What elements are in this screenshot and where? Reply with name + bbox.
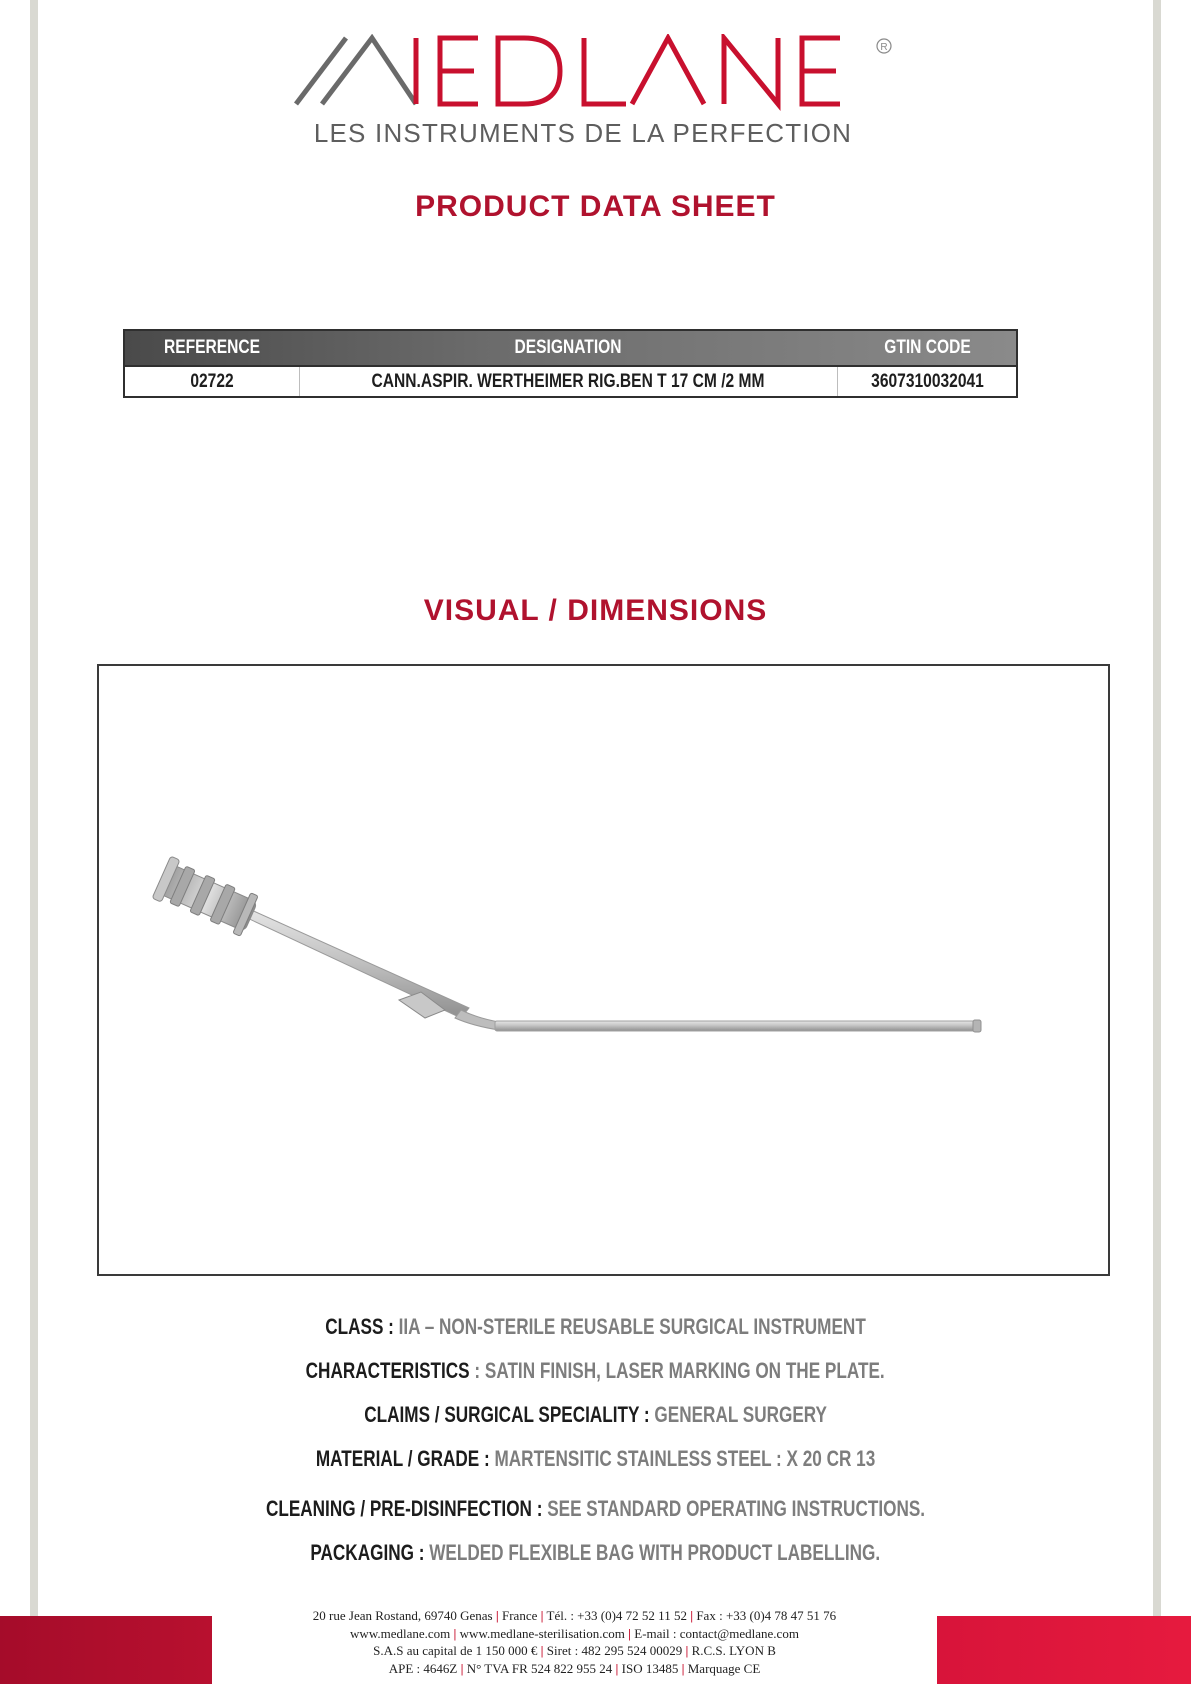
cell-gtin-code: 3607310032041 <box>871 370 984 392</box>
spec-packaging-value: WELDED FLEXIBLE BAG WITH PRODUCT LABELLING. <box>424 1540 881 1565</box>
registered-mark: R <box>880 42 888 53</box>
footer-email-link[interactable]: E-mail : contact@medlane.com <box>634 1625 799 1641</box>
table-header-row <box>125 331 1016 367</box>
product-data-sheet-title: PRODUCT DATA SHEET <box>415 190 776 223</box>
spec-characteristics <box>0 1358 1191 1384</box>
spec-speciality-label: CLAIMS / SURGICAL SPECIALITY : <box>364 1402 650 1427</box>
spec-material-value: MARTENSITIC STAINLESS STEEL : X 20 CR 13 <box>489 1446 876 1471</box>
spec-packaging-label: PACKAGING : <box>310 1540 425 1565</box>
footer-line-address: 20 rue Jean Rostand, 69740 Genas | France | Tél. : +33 (0)4 72 52 11 52 | Fax : +33 (0)4 78 47 51 76 <box>312 1608 837 1623</box>
footer-line-certifications: APE : 4646Z | N° TVA FR 524 822 955 24 | ISO 13485 | Marquage CE <box>388 1660 761 1676</box>
footer-country: France <box>501 1608 538 1623</box>
header-gtin-code: GTIN CODE <box>884 337 971 358</box>
footer-vat: N° TVA FR 524 822 955 24 <box>466 1660 613 1676</box>
footer-line-legal: S.A.S au capital de 1 150 000 € | Siret : 482 295 524 00029 | R.C.S. LYON B <box>373 1643 776 1658</box>
suction-cannula-icon <box>99 666 1108 1274</box>
spec-material-label: MATERIAL / GRADE : <box>315 1446 490 1471</box>
table-row <box>125 367 1016 396</box>
footer-website-link[interactable]: www.medlane.com <box>350 1625 451 1641</box>
footer-capital: S.A.S au capital de 1 150 000 € <box>373 1643 538 1658</box>
footer-band-left <box>0 1616 212 1684</box>
footer-ape: APE : 4646Z <box>388 1660 458 1676</box>
spec-class-value: IIA – NON-STERILE REUSABLE SURGICAL INSTRUMENT <box>393 1314 866 1339</box>
spec-cleaning <box>0 1496 1191 1522</box>
cell-designation: CANN.ASPIR. WERTHEIMER RIG.BEN T 17 CM /2 MM <box>371 370 765 392</box>
spec-characteristics-value: : SATIN FINISH, LASER MARKING ON THE PLATE. <box>469 1358 886 1383</box>
spec-packaging <box>0 1540 1191 1566</box>
footer-rcs: R.C.S. LYON B <box>691 1643 776 1658</box>
spec-cleaning-label: CLEANING / PRE-DISINFECTION : <box>265 1496 543 1521</box>
footer-sterilisation-website-link[interactable]: www.medlane-sterilisation.com <box>459 1625 625 1641</box>
footer-line-web: www.medlane.com | www.medlane-sterilisation.com | E-mail : contact@medlane.com <box>350 1625 799 1641</box>
footer-address: 20 rue Jean Rostand, 69740 Genas <box>312 1608 493 1623</box>
spec-surgical-speciality <box>0 1402 1191 1428</box>
spec-cleaning-value: SEE STANDARD OPERATING INSTRUCTIONS. <box>542 1496 926 1521</box>
column-divider <box>837 367 838 396</box>
footer-phone: Tél. : +33 (0)4 72 52 11 52 <box>546 1608 687 1623</box>
footer-iso: ISO 13485 <box>621 1660 679 1676</box>
spec-material <box>0 1446 1191 1472</box>
reference-table <box>123 329 1018 398</box>
footer-siret: Siret : 482 295 524 00029 <box>546 1643 683 1658</box>
column-divider <box>299 367 300 396</box>
product-visual-frame <box>97 664 1110 1276</box>
visual-dimensions-title: VISUAL / DIMENSIONS <box>423 594 768 627</box>
spec-characteristics-label: CHARACTERISTICS <box>305 1358 470 1383</box>
brand-logo <box>292 34 902 154</box>
footer-company-info <box>212 1607 937 1677</box>
cell-reference: 02722 <box>190 370 234 392</box>
footer-band-right <box>937 1616 1191 1684</box>
spec-class-label: CLASS : <box>325 1314 394 1339</box>
footer-ce-marking: Marquage CE <box>687 1660 761 1676</box>
logo-wordmark <box>292 34 902 118</box>
spec-class <box>0 1314 1191 1340</box>
header-designation: DESIGNATION <box>514 337 622 358</box>
brand-tagline: LES INSTRUMENTS DE LA PERFECTION <box>313 118 853 148</box>
spec-speciality-value: GENERAL SURGERY <box>649 1402 827 1427</box>
header-reference: REFERENCE <box>163 337 261 358</box>
footer-fax: Fax : +33 (0)4 78 47 51 76 <box>696 1608 837 1623</box>
